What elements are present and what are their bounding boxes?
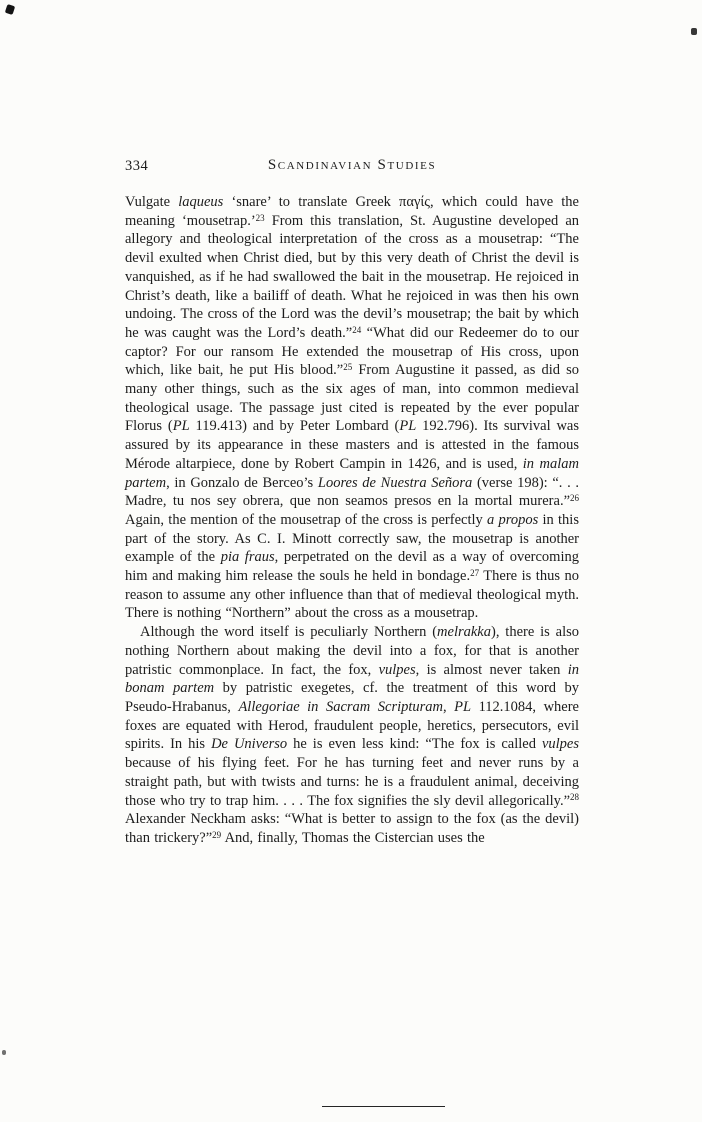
text-segment: Allegoriae in Sacram Scripturam (238, 698, 444, 715)
footnote-ref: 23 (255, 212, 265, 223)
text-segment: Loores de Nuestra Señora (317, 474, 473, 491)
text-segment: in this part of the story. As C. I. Minott correctly saw, the mousetrap is another example of the (125, 511, 579, 566)
text-segment: ), there is also nothing Northern about making the devil into a fox, for that is another patristic commonplace. In fact, the fox, (125, 624, 579, 678)
text-segment: PL (454, 698, 472, 715)
page-number: 334 (125, 158, 149, 174)
text-segment: (verse 198): “. . . Madre, tu nos sey obrera, que non seamos presos en la mortal murera.” (125, 474, 579, 510)
text-segment: in malam partem (125, 455, 579, 491)
running-head (125, 157, 579, 177)
text-segment: he is even less kind: “The fox is called (287, 736, 542, 753)
text-segment: Vulgate (125, 194, 179, 210)
text-segment: 112.1084, where foxes are equated with Herod, fraudulent people, heretics, persecutors, evil spirits. In his (125, 698, 579, 753)
footnote-ref: 25 (343, 362, 353, 373)
text-segment: , in Gonzalo de Berceo’s (166, 474, 318, 491)
text-segment: 192.796). Its survival was assured by its appearance in these masters and is attested in the famous Mérode altarpiece, done by Robert Campin in 1426, and is used, (125, 418, 579, 472)
footnote-ref: 27 (470, 568, 480, 579)
text-segment: Alexander Neckham asks: “What is better to assign to the fox (as the devil) than trickery?” (125, 811, 579, 846)
text-segment: PL (172, 418, 190, 435)
text-segment: , (443, 698, 455, 715)
text-segment: Although the word itself is peculiarly Northern ( (140, 624, 438, 641)
footnote-ref: 29 (212, 829, 222, 840)
text-segment: Again, the mention of the mousetrap of the cross is perfectly (125, 511, 487, 528)
paragraph (125, 193, 579, 623)
body-text (125, 193, 579, 848)
text-segment: And, finally, Thomas the Cistercian uses the (221, 829, 485, 846)
text-segment: melrakka (437, 624, 491, 641)
text-segment: 119.413) and by Peter Lombard ( (189, 418, 400, 435)
text-segment: ‘snare’ to translate Greek παγίς, which could have the meaning ‘mousetrap.’ (125, 194, 579, 229)
text-segment: From this translation, St. Augustine developed an allegory and theological interpretation of the cross as a mousetrap: “The devil exulted when Christ died, but by this very death of Christ the devil is vanquished, as if he had swallowed the bait in the mousetrap. He rejoiced in Christ’s death, like a bailiff of death. What he rejoiced in was then his own undoing. The cross of the Lord was the devil’s mousetrap; the bait by which he was caught was the Lord’s death.” (125, 212, 580, 341)
text-segment: vulpes (541, 736, 579, 753)
text-segment: De Universo (211, 736, 288, 753)
text-segment: in bonam partem (125, 661, 579, 697)
text-segment: laqueus (178, 194, 224, 210)
scan-artifact (5, 4, 15, 15)
scan-artifact (691, 28, 697, 35)
text-segment: PL (399, 418, 417, 435)
footnote-ref: 26 (570, 493, 579, 504)
text-segment: a propos (487, 511, 539, 528)
text-segment: , perpetrated on the devil as a way of overcoming him and making him release the souls he held in bondage. (125, 549, 579, 585)
text-segment: “What did our Redeemer do to our captor? For our ransom He extended the mousetrap of His cross, upon which, like bait, he put His blood.” (125, 324, 579, 379)
text-segment: because of his flying feet. For he has turning feet and never runs by a straight path, but with twists and turns: he is a fraudulent animal, deceiving those who try to trap him. . . . The fox signifies the sly devil allegorically.” (125, 755, 579, 809)
scan-artifact (2, 1050, 6, 1055)
paragraph (125, 623, 579, 847)
text-segment: There is thus no reason to assume any other influence than that of medieval theological myth. There is nothing “Northern” about the cross as a mousetrap. (125, 568, 579, 622)
footnote-ref: 28 (570, 792, 579, 803)
text-segment: vulpes (378, 661, 416, 678)
journal-title: Scandinavian Studies (267, 157, 437, 173)
footnote-ref: 24 (352, 324, 362, 335)
text-segment: pia fraus (220, 549, 275, 566)
text-segment: From Augustine it passed, as did so many other things, such as the six ages of man, into common medieval theological usage. The passage just cited is repeated by the ever popular Florus ( (125, 362, 579, 435)
footnote-rule (322, 1106, 445, 1107)
text-segment: , is almost never taken (415, 661, 568, 678)
text-segment: by patristic exegetes, cf. the treatment of this word by Pseudo-Hrabanus, (125, 680, 579, 715)
